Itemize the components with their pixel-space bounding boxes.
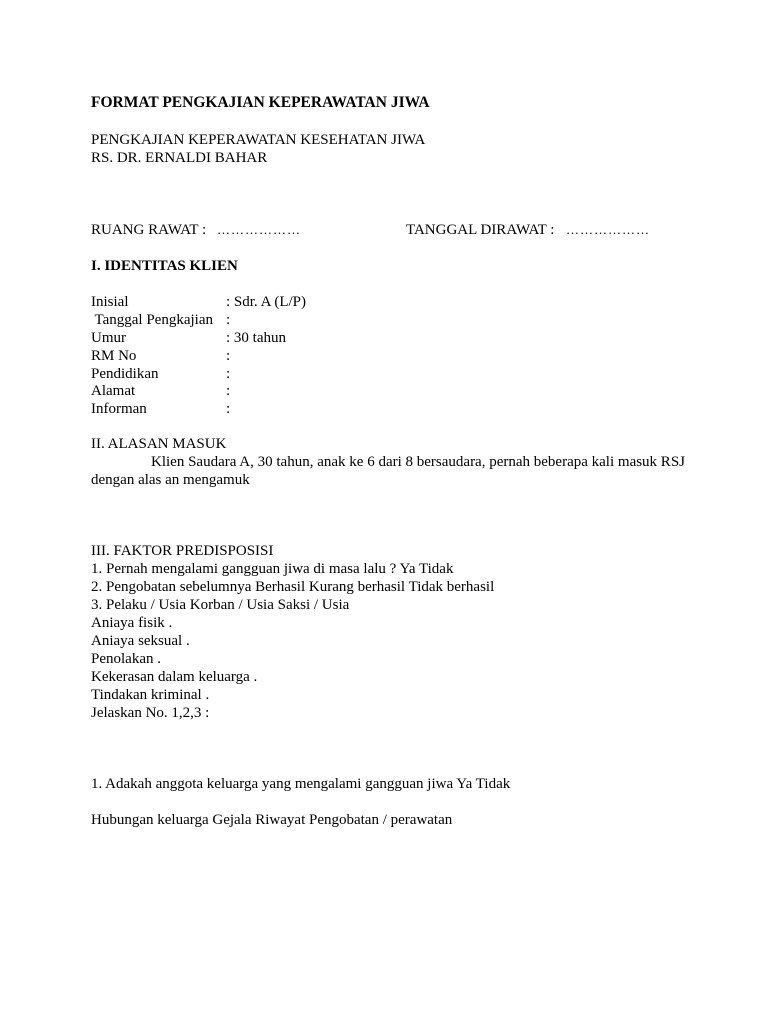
identitas-label-informan: Informan [91,401,147,417]
identitas-label-tanggal: Tanggal Pengkajian [91,312,213,328]
identitas-value-umur: : 30 tahun [226,330,286,346]
predisposisi-line: Aniaya seksual . [91,633,190,649]
family-table-header: Hubungan keluarga Gejala Riwayat Pengobatan / perawatan [91,812,453,828]
alasan-line-2: dengan alas an mengamuk [91,472,250,488]
document-title: FORMAT PENGKAJIAN KEPERAWATAN JIWA [91,94,430,111]
predisposisi-line: Jelaskan No. 1,2,3 : [91,705,210,721]
predisposisi-line: Tindakan kriminal . [91,687,210,703]
identitas-value-informan: : [226,401,231,417]
identitas-label-rm: RM No [91,348,137,364]
family-question: 1. Adakah anggota keluarga yang mengalami gangguan jiwa Ya Tidak [91,776,511,792]
ruang-rawat-label: RUANG RAWAT : [91,222,207,238]
identitas-value-tanggal: : [226,312,231,328]
predisposisi-line: Aniaya fisik . [91,615,173,631]
subtitle-line-2: RS. DR. ERNALDI BAHAR [91,150,268,166]
identitas-label-alamat: Alamat [91,383,136,399]
section-alasan-heading: II. ALASAN MASUK [91,436,227,452]
identitas-value-rm: : [226,348,231,364]
alasan-line-1: Klien Saudara A, 30 tahun, anak ke 6 dari 8 bersaudara, pernah beberapa kali masuk RSJ [151,454,685,470]
identitas-value-alamat: : [226,383,231,399]
predisposisi-line: 3. Pelaku / Usia Korban / Usia Saksi / Usia [91,597,350,613]
predisposisi-line: 2. Pengobatan sebelumnya Berhasil Kurang berhasil Tidak berhasil [91,579,495,595]
identitas-label-umur: Umur [91,330,126,346]
subtitle-line-1: PENGKAJIAN KEPERAWATAN KESEHATAN JIWA [91,132,426,148]
identitas-value-inisial: : Sdr. A (L/P) [226,294,307,310]
identitas-label-inisial: Inisial [91,294,129,310]
predisposisi-line: 1. Pernah mengalami gangguan jiwa di masa lalu ? Ya Tidak [91,561,454,577]
tanggal-dirawat-value: ……………… [566,222,650,237]
tanggal-dirawat-label: TANGGAL DIRAWAT : [406,222,555,238]
predisposisi-line: Kekerasan dalam keluarga . [91,669,258,685]
ruang-rawat-value: ……………… [217,222,301,237]
predisposisi-line: Penolakan . [91,651,161,667]
section-identitas-heading: I. IDENTITAS KLIEN [91,258,238,274]
identitas-label-pendidikan: Pendidikan [91,366,159,382]
section-predisposisi-heading: III. FAKTOR PREDISPOSISI [91,543,274,559]
identitas-value-pendidikan: : [226,366,231,382]
